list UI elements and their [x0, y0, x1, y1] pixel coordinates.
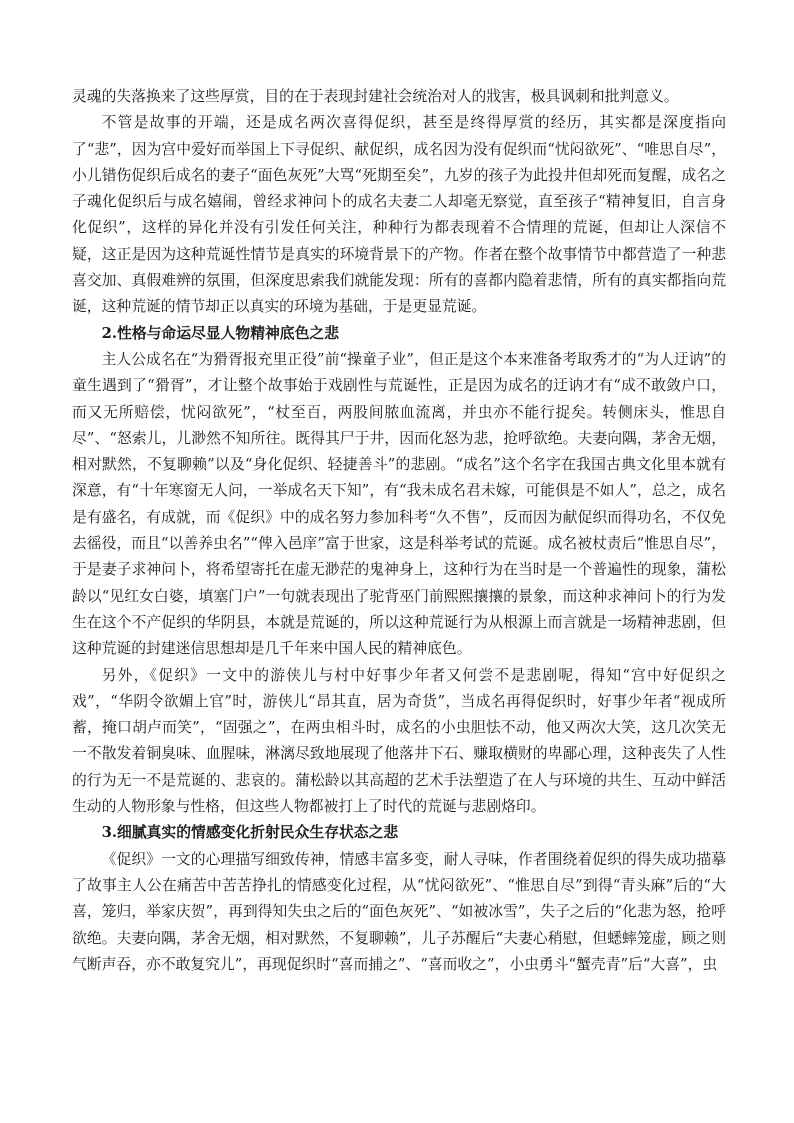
section-heading: 3.细腻真实的情感变化折射民众生存状态之悲 [101, 824, 399, 842]
document-body [72, 84, 726, 978]
body-paragraph: 另外，《促织》一文中的游侠儿与村中好事少年者又何尝不是悲剧呢，得知“宫中好促织之戏”，“华阴令欲媚上官”时，游侠儿“昂其直，居为奇货”，当成名再得促织时，好事少年者“视成所蓄，掩口胡卢而笑”，“固强之”，在两虫相斗时，成名的小虫胆怯不动，他又两次大笑，这几次笑无一不散发着铜臭味、血腥味，淋漓尽致地展现了他落井下石、赚取横财的卑鄙心理，这种丧失了人性的行为无一不是荒诞的、悲哀的。蒲松龄以其高超的艺术手法塑造了在人与环境的共生、互动中鲜活生动的人物形象与性格，但这些人物都被打上了时代的荒诞与悲剧烙印。 [72, 666, 726, 816]
body-paragraph: 《促织》一文的心理描写细致传神，情感丰富多变，耐人寻味，作者围绕着促织的得失成功描摹了故事主人公在痛苦中苦苦挣扎的情感变化过程，从“忧闷欲死”、“惟思自尽”到得“青头麻”后的“大喜，笼归，举家庆贺”，再到得知失虫之后的“面色灰死”、“如被冰雪”，失子之后的“化悲为怒，抢呼欲绝。夫妻向隅，茅舍无烟，相对默然，不复聊赖”，儿子苏醒后“夫妻心稍慰，但蟋蟀笼虚，顾之则气断声吞，亦不敢复究儿”，再现促织时“喜而捕之”、“喜而收之”，小虫勇斗“蟹壳青”后“大喜”，虫 [72, 850, 726, 973]
body-paragraph: 主人公成名在“为猾胥报充里正役”前“操童子业”，但正是这个本来准备考取秀才的“为人迂讷”的童生遇到了“猾胥”，才让整个故事始于戏剧性与荒诞性，正是因为成名的迂讷才有“成不敢敛户口，而又无所赔偿，忧闷欲死”，“杖至百，两股间脓血流离，并虫亦不能行捉矣。转侧床头，惟思自尽”、“怒索儿，儿渺然不知所往。既得其尸于井，因而化怒为悲，抢呼欲绝。夫妻向隅，茅舍无烟，相对默然，不复聊赖”以及“身化促织、轻捷善斗”的悲剧。“成名”这个名字在我国古典文化里本就有深意，有“十年寒窗无人问，一举成名天下知”，有“我未成名君未嫁，可能俱是不如人”，总之，成名是有盛名，有成就，而《促织》中的成名努力参加科考“久不售”，反而因为献促织而得功名，不仅免去徭役，而且“以善养虫名”“俾入邑庠”富于世家，这是科举考试的荒诞。成名被杖责后“惟思自尽”，于是妻子求神问卜，将希望寄托在虚无渺茫的鬼神身上，这种行为在当时是一个普遍性的现象，蒲松龄以“见红女白婆，填塞门户”一句就表现出了驼背巫门前熙熙攘攘的景象，而这种求神问卜的行为发生在这个不产促织的华阴县，本就是荒诞的，所以这种荒诞行为从根源上而言就是一场精神悲剧，但这种荒诞的封建迷信思想却是几千年来中国人民的精神底色。 [72, 350, 726, 658]
section-heading: 2.性格与命运尽显人物精神底色之悲 [101, 324, 339, 342]
body-paragraph: 灵魂的失落换来了这些厚赏，目的在于表现封建社会统治对人的戕害，极具讽刺和批判意义。 [72, 88, 679, 105]
body-paragraph: 不管是故事的开端，还是成名两次喜得促织，甚至是终得厚赏的经历，其实都是深度指向了“悲”，因为宫中爱好而举国上下寻促织、献促织，成名因为没有促织而“忧闷欲死”、“唯思自尽”，小儿错伤促织后成名的妻子“面色灰死”大骂“死期至矣”，九岁的孩子为此投井但却死而复醒，成名之子魂化促织后与成名嬉闹，曾经求神问卜的成名夫妻二人却毫无察觉，直至孩子“精神复旧，自言身化促织”，这样的异化并没有引发任何关注，种种行为都表现着不合情理的荒诞，但却让人深信不疑，这正是因为这种荒诞性情节是真实的环境背景下的产物。作者在整个故事情节中都营造了一种悲喜交加、真假难辨的氛围，但深度思索我们就能发现：所有的喜都内隐着悲情，所有的真实都指向荒诞，这种荒诞的情节却正以真实的环境为基础，于是更显荒诞。 [72, 114, 726, 316]
